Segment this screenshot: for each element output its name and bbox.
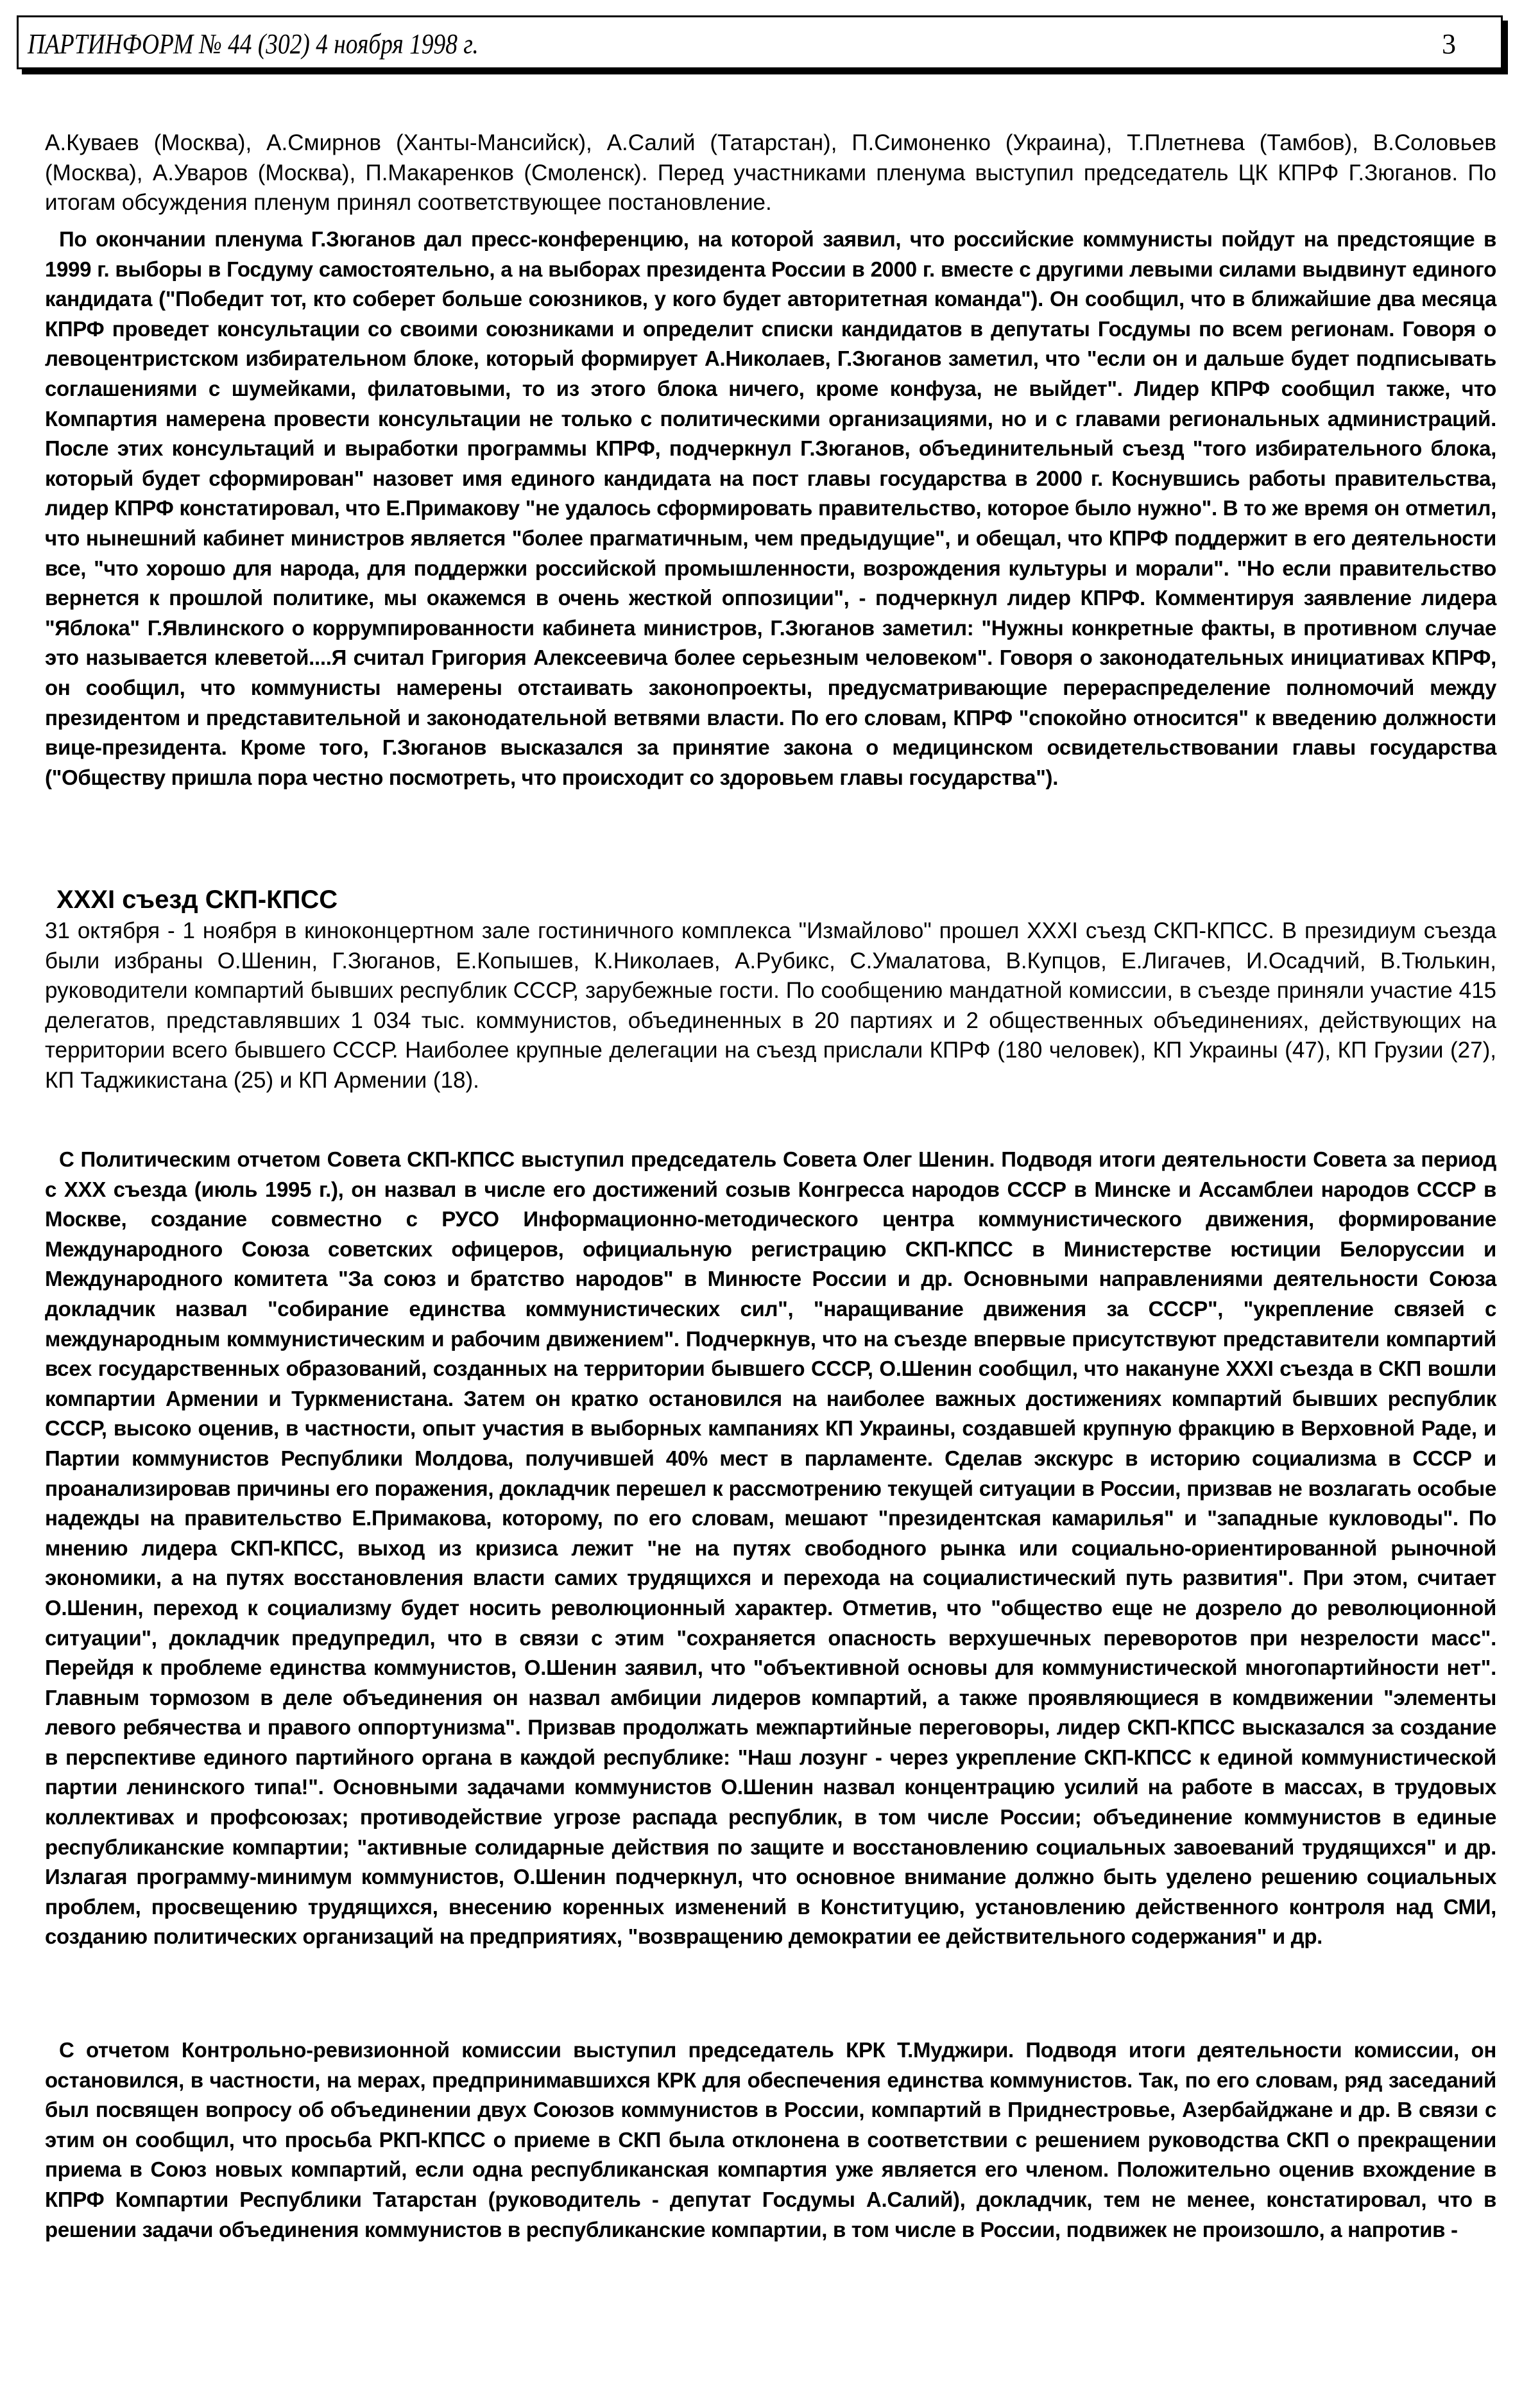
page-header bbox=[17, 15, 1503, 69]
paragraph-press-conference: По окончании пленума Г.Зюганов дал пресс-конференцию, на которой заявил, что российские коммунисты пойдут на предстоящие в 1999 г. выборы в Госдуму самостоятельно, а на выборах президента России в 2000 г. вместе с другими левыми силами выдвинут единого кандидата ("Победит тот, кто соберет больше союзников, у кого будет авторитетная команда"). Он сообщил, что в ближайшие два месяца КПРФ проведет консультации со своими союзниками и определит списки кандидатов в депутаты Госдумы по всем регионам. Говоря о левоцентристском избирательном блоке, который формирует А.Николаев, Г.Зюганов заметил, что "если он и дальше будет подписывать соглашениями с шумейками, филатовыми, то из этого блока ничего, кроме конфуза, не выйдет". Лидер КПРФ сообщил также, что Компартия намерена провести консультации не только с политическими организациями, но и с главами региональных администраций. После этих консультаций и выработки программы КПРФ, подчеркнул Г.Зюганов, объединительный съезд "того избирательного блока, который будет сформирован" назовет имя единого кандидата на пост главы государства в 2000 г. Коснувшись работы правительства, лидер КПРФ констатировал, что Е.Примакову "не удалось сформировать правительство, которое было нужно". В то же время он отметил, что нынешний кабинет министров является "более прагматичным, чем предыдущие", и обещал, что КПРФ поддержит в его деятельности все, "что хорошо для народа, для поддержки российской промышленности, возрождения культуры и морали". "Но если правительство вернется к прошлой политике, мы окажемся в очень жесткой оппозиции", - подчеркнул лидер КПРФ. Комментируя заявление лидера "Яблока" Г.Явлинского о коррумпированности кабинета министров, Г.Зюганов заметил: "Нужны конкретные факты, в противном случае это называется клеветой....Я считал Григория Алексеевича более серьезным человеком". Говоря о законодательных инициативах КПРФ, он сообщил, что коммунисты намерены отстаивать законопроекты, предусматривающие перераспределение полномочий между президентом и представительной и законодательной ветвями власти. По его словам, КПРФ "спокойно относится" к введению должности вице-президента. Кроме того, Г.Зюганов высказался за принятие закона о медицинском освидетельствовании главы государства ("Обществу пришла пора честно посмотреть, что происходит со здоровьем главы государства"). bbox=[45, 227, 1496, 789]
paragraph-congress-intro: 31 октября - 1 ноября в киноконцертном зале гостиничного комплекса "Измайлово" прошел XXXI съезд СКП-КПСС. В президиум съезда были избраны О.Шенин, Г.Зюганов, Е.Копышев, К.Николаев, А.Рубикс, С.Умалатова, В.Купцов, Е.Лигачев, И.Осадчий, В.Тюлькин, руководители компартий бывших республик СССР, зарубежные гости. По сообщению мандатной комиссии, в съезде приняли участие 415 делегатов, представлявших 1 034 тыс. коммунистов, объединенных в 20 партиях и 2 общественных объединениях, действующих на территории всего бывшего СССР. Наиболее крупные делегации на съезд прислали КПРФ (180 человек), КП Украины (47), КП Грузии (27), КП Таджикистана (25) и КП Армении (18). bbox=[45, 918, 1496, 1093]
publication-title: ПАРТИНФОРМ № 44 (302) 4 ноября 1998 г. bbox=[28, 28, 479, 60]
paragraph-audit-report: С отчетом Контрольно-ревизионной комиссии выступил председатель КРК Т.Муджири. Подводя итоги деятельности комиссии, он остановился, в частности, на мерах, предпринимавшихся КРК для обеспечения единства коммунистов. Так, по его словам, ряд заседаний был посвящен вопросу об объединении двух Союзов коммунистов в России, компартий в Приднестровье, Азербайджане и др. В связи с этим он сообщил, что просьба РКП-КПСС о приеме в СКП была отклонена в соответствии с решением руководства СКП о прекращении приема в Союз новых компартий, если одна республиканская компартия уже является его членом. Положительно оценив вхождение в КПРФ Компартии Республики Татарстан (руководитель - депутат Госдумы А.Салий), докладчик, тем не менее, констатировал, что в решении задачи объединения коммунистов в республиканские компартии, в том числе в России, подвижек не произошло, а напротив - bbox=[45, 2038, 1496, 2241]
page-number: 3 bbox=[1442, 28, 1456, 60]
paragraph-participants: А.Куваев (Москва), А.Смирнов (Ханты-Мансийск), А.Салий (Татарстан), П.Симоненко (Украина), Т.Плетнева (Тамбов), В.Соловьев (Москва), А.Уваров (Москва), П.Макаренков (Смоленск). Перед участниками пленума выступил председатель ЦК КПРФ Г.Зюганов. По итогам обсуждения пленум принял соответствующее постановление. bbox=[45, 130, 1496, 216]
section-heading: XXXI съезд СКП-КПСС bbox=[56, 886, 338, 914]
paragraph-shenin-report: С Политическим отчетом Совета СКП-КПСС выступил председатель Совета Олег Шенин. Подводя итоги деятельности Совета за период с XXX съезда (июль 1995 г.), он назвал в числе его достижений созыв Конгресса народов СССР в Минске и Ассамблеи народов СССР в Москве, создание совместно с РУСО Информационно-методического центра коммунистического движения, формирование Международного Союза советских офицеров, официальную регистрацию СКП-КПСС в Министерстве юстиции Белоруссии и Международного комитета "За союз и братство народов" в Минюсте России и др. Основными направлениями деятельности Союза докладчик назвал "собирание единства коммунистических сил", "наращивание движения за СССР", "укрепление связей с международным коммунистическим и рабочим движением". Подчеркнув, что на съезде впервые присутствуют представители компартий всех государственных образований, созданных на территории бывшего СССР, О.Шенин сообщил, что накануне XXXI съезда в СКП вошли компартии Армении и Туркменистана. Затем он кратко остановился на наиболее важных достижениях компартий бывших республик СССР, высоко оценив, в частности, опыт участия в выборных кампаниях КП Украины, создавшей крупную фракцию в Верховной Раде, и Партии коммунистов Республики Молдова, получившей 40% мест в парламенте. Сделав экскурс в историю социализма в СССР и проанализировав причины его поражения, докладчик перешел к рассмотрению текущей ситуации в России, призвав не возлагать особые надежды на правительство Е.Примакова, которому, по его словам, мешают "президентская камарилья" и "западные кукловоды". По мнению лидера СКП-КПСС, выход из кризиса лежит "не на путях свободного рынка или социально-ориентированной рыночной экономики, а на путях восстановления власти самих трудящихся и перехода на социалистический путь развития". При этом, считает О.Шенин, переход к социализму будет носить революционный характер. Отметив, что "общество еще не дозрело до революционной ситуации", докладчик предупредил, что в связи с этим "сохраняется опасность верхушечных переворотов при незрелости масс". Перейдя к проблеме единства коммунистов, О.Шенин заявил, что "объективной основы для коммунистической многопартийности нет". Главным тормозом в деле объединения он назвал амбиции лидеров компартий, а также проявляющиеся в комдвижении "элементы левого ребячества и правого оппортунизма". Призвав продолжать межпартийные переговоры, лидер СКП-КПСС высказался за создание в перспективе единого партийного органа в каждой республике: "Наш лозунг - через укрепление СКП-КПСС к единой коммунистической партии ленинского типа!". Основными задачами коммунистов О.Шенин назвал концентрацию усилий на работе в массах, в трудовых коллективах и профсоюзах; противодействие угрозе распада республик, в том числе России; объединение коммунистов в единые республиканские компартии; "активные солидарные действия по защите и восстановлению социальных завоеваний трудящихся" и др. Излагая программу-минимум коммунистов, О.Шенин подчеркнул, что основное внимание должно быть уделено решению социальных проблем, просвещению трудящихся, внесению коренных изменений в Конституцию, установлению действенного контроля над СМИ, созданию политических организаций на предприятиях, "возвращению демократии ее действительного содержания" и др. bbox=[45, 1147, 1496, 1949]
